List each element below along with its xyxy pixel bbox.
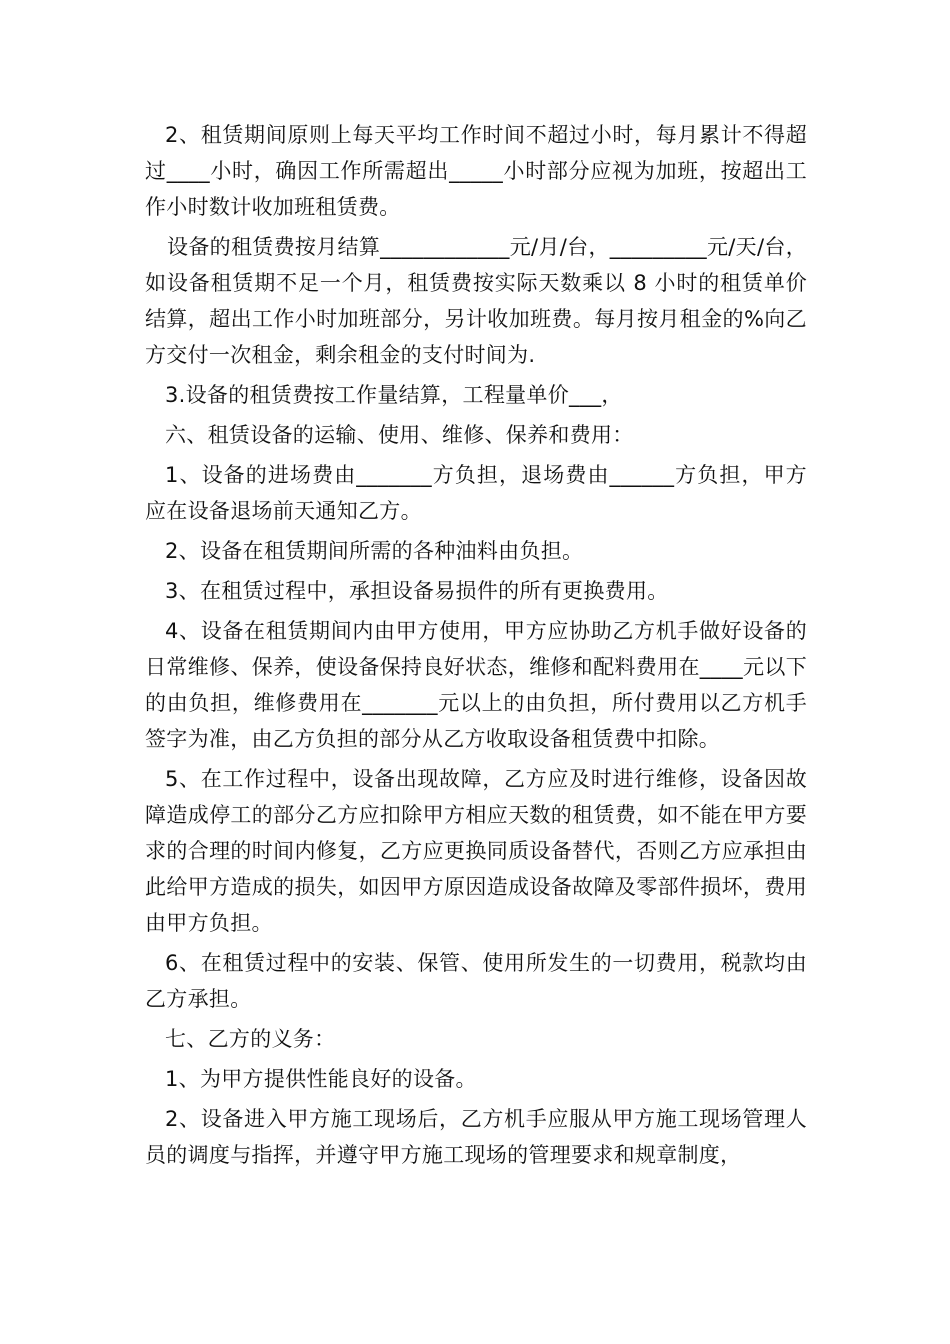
paragraph-breakdown: 5、在工作过程中，设备出现故障，乙方应及时进行维修，设备因故障造成停工的部分乙方应扣除甲方相应天数的租赁费，如不能在甲方要求的合理的时间内修复，乙方应更换同质设备替代，否则乙方应承担由此给甲方造成的损失，如因甲方原因造成设备故障及零部件损坏，费用由甲方负担。 [145, 767, 807, 935]
document-body [145, 117, 807, 1173]
paragraph-wear-parts: 3、在租赁过程中，承担设备易损件的所有更换费用。 [165, 579, 669, 603]
paragraph-site-rules: 2、设备进入甲方施工现场后，乙方机手应服从甲方施工现场管理人员的调度与指挥，并遵守甲方施工现场的管理要求和规章制度， [145, 1107, 807, 1167]
paragraph-monthly-rent: 设备的租赁费按月结算____________元/月/台，_________元/天/台，如设备租赁期不足一个月，租赁费按实际天数乘以 8 小时的租赁单价结算，超出工作小时加班部分，另计收加班费。每月按月租金的%向乙方交付一次租金，剩余租金的支付时间为. [145, 235, 807, 367]
section-heading-seven: 七、乙方的义务： [165, 1027, 336, 1051]
paragraph-provide-equipment: 1、为甲方提供性能良好的设备。 [165, 1067, 477, 1091]
paragraph-entry-exit-fees: 1、设备的进场费由_______方负担，退场费由______方负担，甲方应在设备退场前天通知乙方。 [145, 463, 807, 523]
paragraph-fuel: 2、设备在租赁期间所需的各种油料由负担。 [165, 539, 584, 563]
paragraph-working-hours: 2、租赁期间原则上每天平均工作时间不超过小时，每月累计不得超过____小时，确因工作所需超出_____小时部分应视为加班，按超出工作小时数计收加班租赁费。 [145, 123, 807, 219]
paragraph-taxes: 6、在租赁过程中的安装、保管、使用所发生的一切费用，税款均由乙方承担。 [145, 951, 807, 1011]
section-heading-six: 六、租赁设备的运输、使用、维修、保养和费用： [165, 423, 634, 447]
paragraph-workload-settlement: 3.设备的租赁费按工作量结算，工程量单价___， [165, 383, 623, 407]
paragraph-maintenance: 4、设备在租赁期间内由甲方使用，甲方应协助乙方机手做好设备的日常维修、保养，使设备保持良好状态，维修和配料费用在____元以下的由负担，维修费用在_______元以上的由负担，所付费用以乙方机手签字为准，由乙方负担的部分从乙方收取设备租赁费中扣除。 [145, 619, 807, 751]
